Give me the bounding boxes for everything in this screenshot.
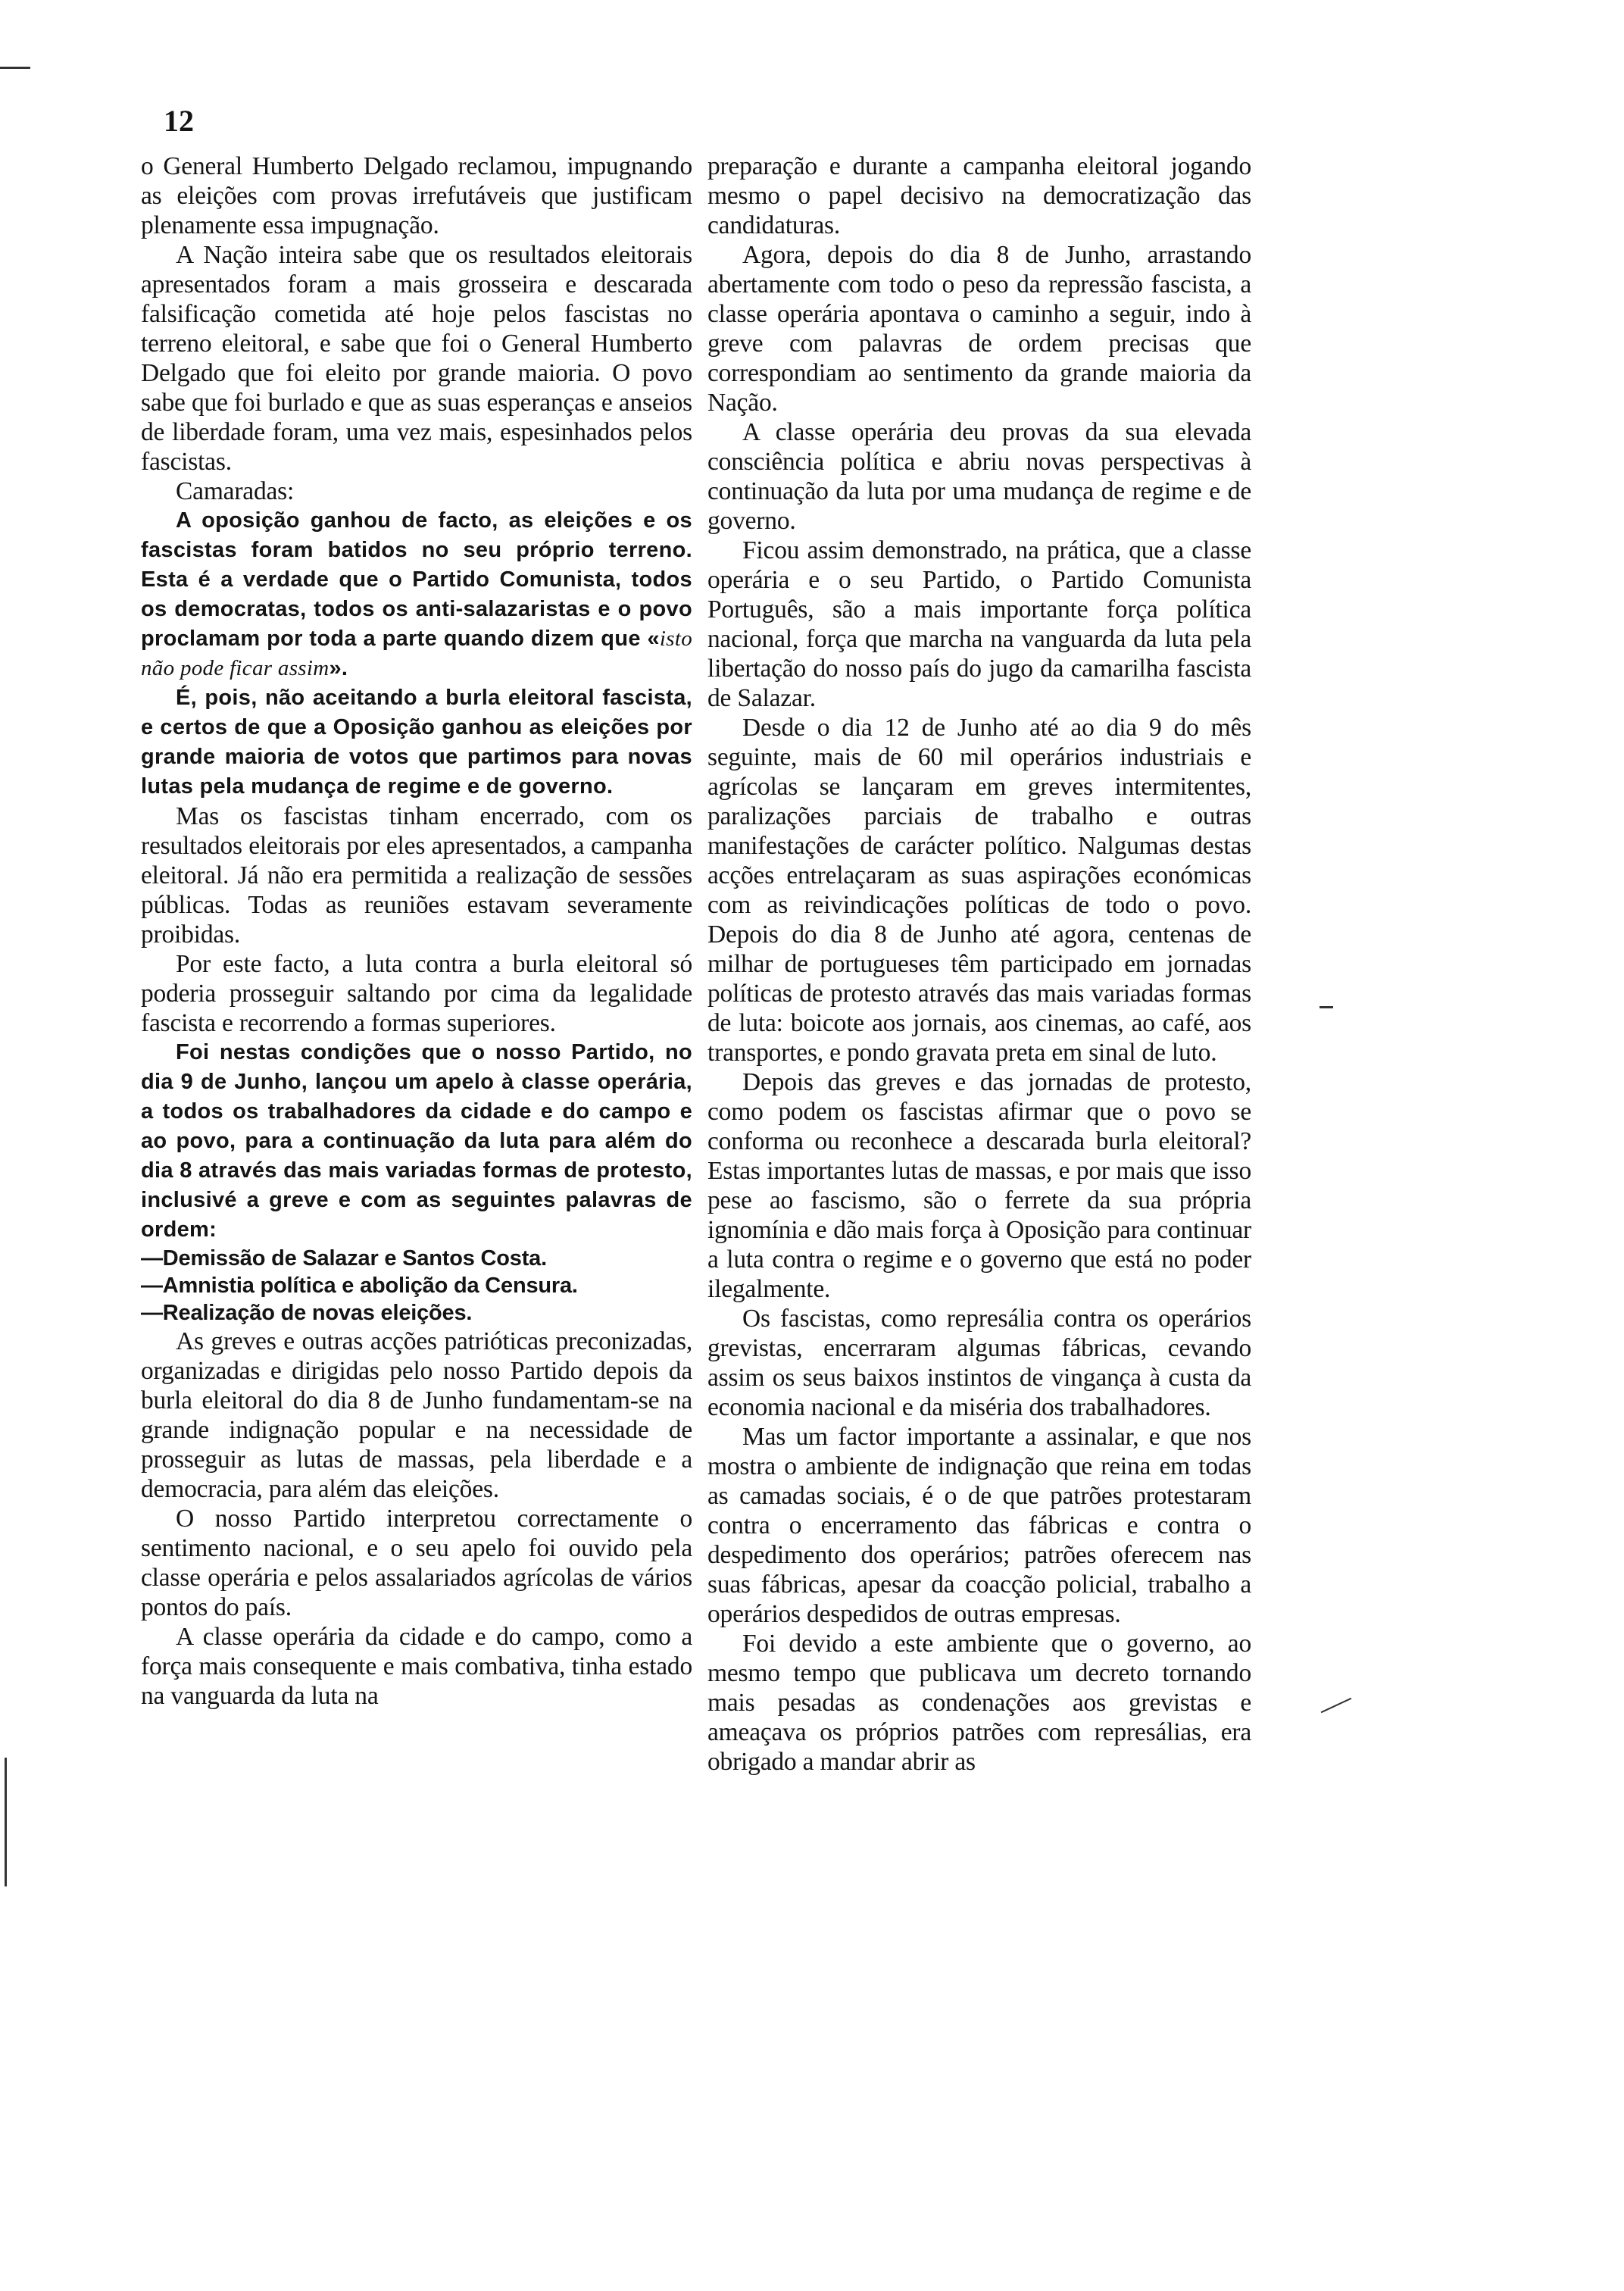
paragraph: Mas os fascistas tinham encerrado, com os resultados eleitorais por eles apresentados, a campanha eleitoral. Já não era permitida a realização de sessões públicas. Todas as reuniões estavam severamente proibidas. <box>141 802 692 949</box>
slogan-item: —Realização de novas eleições. <box>141 1301 473 1325</box>
paragraph: Foi devido a este ambiente que o governo, ao mesmo tempo que publicava um decreto tornando mais pesadas as condenações aos grevistas e ameaçava os próprios patrões com represálias, era obrigado a mandar abrir as <box>707 1630 1251 1776</box>
paragraph: A classe operária deu provas da sua elevada consciência política e abriu novas perspectivas à continuação da luta por uma mudança de regime e de governo. <box>707 418 1251 535</box>
bold-paragraph: É, pois, não aceitando a burla eleitoral fascista, e certos de que a Oposição ganhou as eleições por grande maioria de votos que partimos para novas lutas pela mudança de regime e de governo. <box>141 686 692 799</box>
bold-text: A oposição ganhou de facto, as eleições e os fascistas foram batidos no seu próprio terreno. Esta é a verdade que o Partido Comunista, todos os democratas, todos os anti-salazaristas e o povo proclamam por toda a parte quando dizem que « <box>141 508 692 651</box>
slogan-item: —Demissão de Salazar e Santos Costa. <box>141 1246 547 1271</box>
bold-text-end: ». <box>329 656 348 680</box>
scan-mark-top-left <box>0 67 30 69</box>
paragraph: Por este facto, a luta contra a burla eleitoral só poderia prosseguir saltando por cima da legalidade fascista e recorrendo a formas superiores. <box>141 950 692 1037</box>
paragraph: Desde o dia 12 de Junho até ao dia 9 do mês seguinte, mais de 60 mil operários industriais e agrícolas se lançaram em greves intermitentes, paralizações parciais de trabalho e outras manifestações de carácter político. Nalgumas destas acções entrelaçaram as suas aspirações económicas com as reivindicações políticas de todo o povo. Depois do dia 8 de Junho até agora, centenas de milhar de portugueses têm participado em jornadas políticas de protesto através das mais variadas formas de luta: boicote aos jornais, aos cinemas, ao café, aos transportes, e pondo gravata preta em sinal de luto. <box>707 714 1251 1067</box>
paragraph: Agora, depois do dia 8 de Junho, arrastando abertamente com todo o peso da repressão fascista, a classe operária apontava o caminho a seguir, indo à greve com palavras de ordem precisas que correspondiam ao sentimento da grande maioria da Nação. <box>707 241 1251 417</box>
bold-paragraph: Foi nestas condições que o nosso Partido, no dia 9 de Junho, lançou um apelo à classe operária, a todos os trabalhadores da cidade e do campo e ao povo, para a continuação da luta para além do dia 8 através das mais variadas formas de protesto, inclusivé a greve e com as seguintes palavras de ordem: <box>141 1040 692 1242</box>
scan-mark-left-edge <box>5 1758 7 1886</box>
paragraph: preparação e durante a campanha eleitoral jogando mesmo o papel decisivo na democratização das candidaturas. <box>707 152 1251 239</box>
italic-quote: isto não pode ficar assim <box>141 627 692 680</box>
paragraph: Mas um factor importante a assinalar, e que nos mostra o ambiente de indignação que reina em todas as camadas sociais, é o de que patrões protestaram contra o encerramento das fábricas e contra o despedimento dos operários; patrões oferecem nas suas fábricas, apesar da coacção policial, trabalho a operários despedidos de outras empresas. <box>707 1423 1251 1628</box>
paragraph: o General Humberto Delgado reclamou, impugnando as eleições com provas irrefutáveis que justificam plenamente essa impugnação. <box>141 152 692 239</box>
paragraph: Camaradas: <box>176 477 295 505</box>
page-number: 12 <box>164 104 194 138</box>
paragraph: Ficou assim demonstrado, na prática, que a classe operária e o seu Partido, o Partido Comunista Português, são a mais importante força política nacional, força que marcha na vanguarda da luta pela libertação do nosso país do jugo da camarilha fascista de Salazar. <box>707 536 1251 712</box>
slogan-item: —Amnistia política e abolição da Censura. <box>141 1274 578 1298</box>
paragraph: Os fascistas, como represália contra os operários grevistas, encerraram algumas fábricas, cevando assim os seus baixos instintos de vingança à custa da economia nacional e da miséria dos trabalhadores. <box>707 1305 1251 1421</box>
right-column <box>707 152 1251 1777</box>
paragraph: A Nação inteira sabe que os resultados eleitorais apresentados foram a mais grosseira e descarada falsificação cometida até hoje pelos fascistas no terreno eleitoral, e sabe que foi o General Humberto Delgado que foi eleito por grande maioria. O povo sabe que foi burlado e que as suas esperanças e anseios de liberdade foram, uma vez mais, espesinhados pelos fascistas. <box>141 241 692 476</box>
paragraph: O nosso Partido interpretou correctamente o sentimento nacional, e o seu apelo foi ouvido pela classe operária e pelos assalariados agrícolas de vários pontos do país. <box>141 1505 692 1621</box>
paragraph: A classe operária da cidade e do campo, como a força mais consequente e mais combativa, tinha estado na vanguarda da luta na <box>141 1623 692 1710</box>
paragraph: As greves e outras acções patrióticas preconizadas, organizadas e dirigidas pelo nosso Partido depois da burla eleitoral do dia 8 de Junho fundamentam-se na grande indignação popular e na necessidade de prosseguir as lutas de massas, pela liberdade e a democracia, para além das eleições. <box>141 1327 692 1503</box>
paragraph: Depois das greves e das jornadas de protesto, como podem os fascistas afirmar que o povo se conforma ou reconhece a descarada burla eleitoral? Estas importantes lutas de massas, e por mais que isso pese ao fascismo, são o ferrete da sua própria ignomínia e dão mais força à Oposição para continuar a luta contra o regime e o governo que está no poder ilegalmente. <box>707 1068 1251 1303</box>
left-column <box>141 152 692 1711</box>
scan-mark-right-stroke <box>1321 1698 1352 1713</box>
bold-paragraph <box>141 506 692 683</box>
scan-mark-right-dash <box>1320 1006 1333 1008</box>
